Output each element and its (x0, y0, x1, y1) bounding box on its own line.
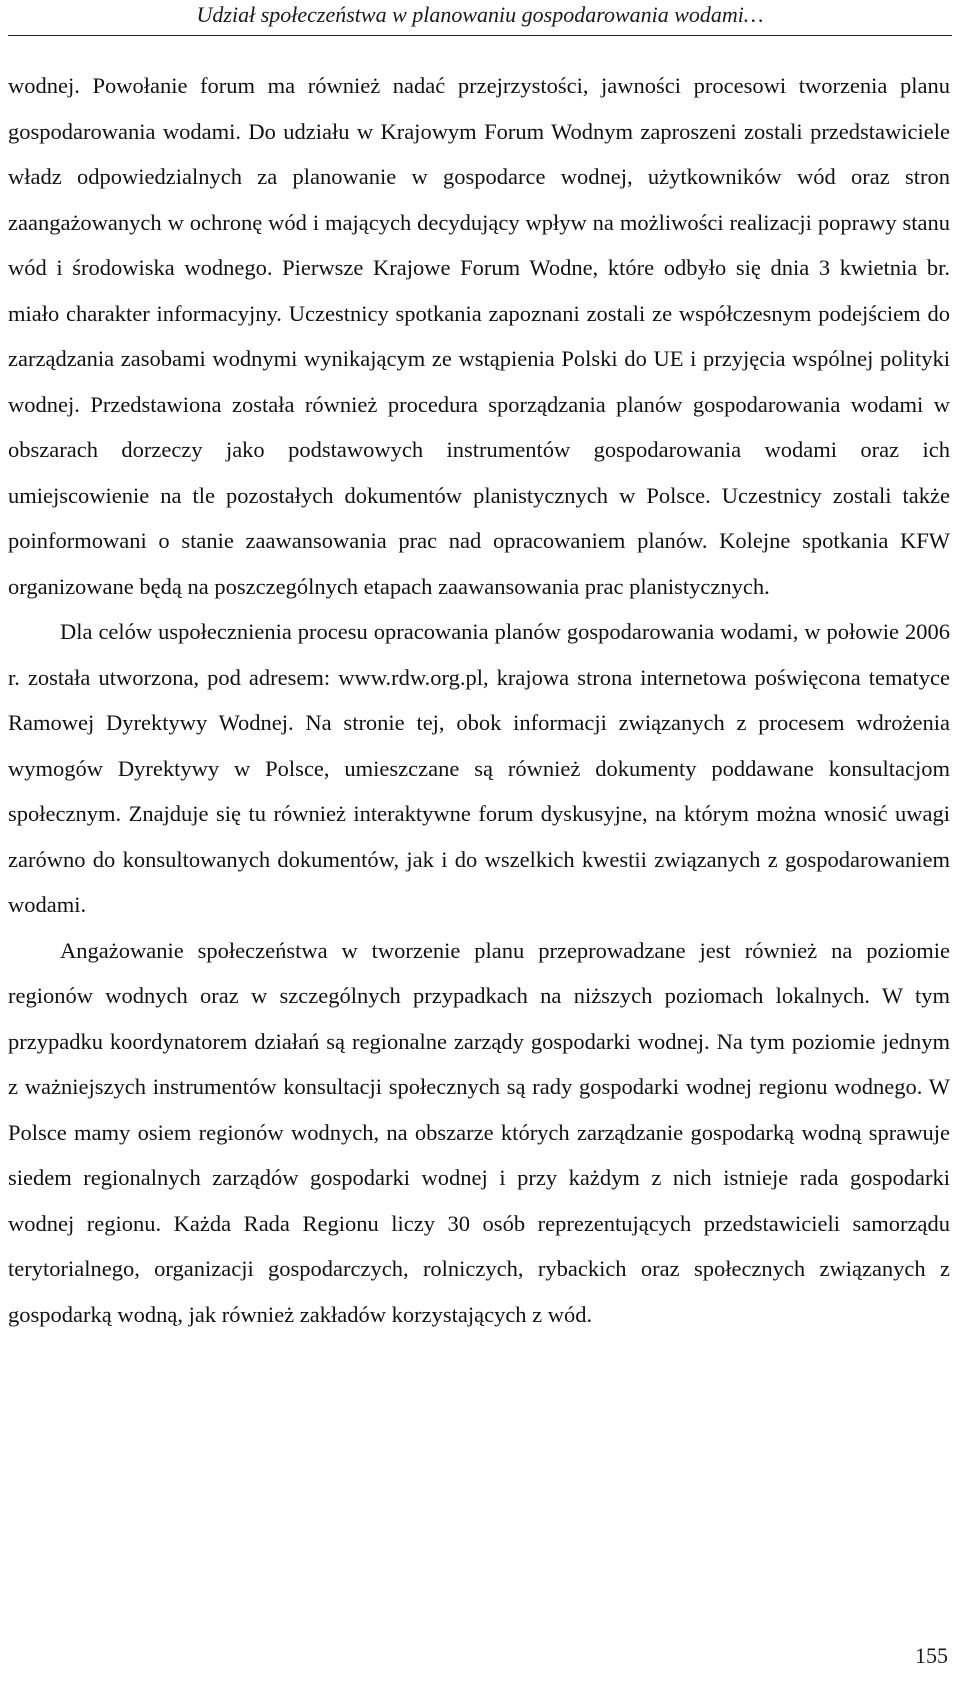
page-number: 155 (915, 1643, 948, 1668)
header-divider (8, 35, 952, 36)
paragraph-regional: Angażowanie społeczeństwa w tworzenie planu przeprowadzane jest również na poziomie regionów wodnych oraz w szczególnych przypadkach na niższych poziomach lokalnych. W tym przypadku koordynatorem działań są regionalne zarządy gospodarki wodnej. Na tym poziomie jednym z ważniejszych instrumentów konsultacji społecznych są rady gospodarki wodnej regionu wodnego. W Polsce mamy osiem regionów wodnych, na obszarze których zarządzanie gospodarką wodną sprawuje siedem regionalnych zarządów gospodarki wodnej i przy każdym z nich istnieje rada gospodarki wodnej regionu. Każda Rada Regionu liczy 30 osób reprezentujących przedstawicieli samorządu terytorialnego, organizacji gospodarczych, rolniczych, rybackich oraz społecznych związanych z gospodarką wodną, jak również zakładów korzystających z wód. (8, 937, 950, 1327)
paragraph-website: Dla celów uspołecznienia procesu opracowania planów gospodarowania wodami, w połowie 2006 r. została utworzona, pod adresem: www.rdw.org.pl, krajowa strona internetowa poświęcona tematyce Ramowej Dyrektywy Wodnej. Na stronie tej, obok informacji związanych z procesem wdrożenia wymogów Dyrektywy w Polsce, umieszczane są również dokumenty poddawane konsultacjom społecznym. Znajduje się tu również interaktywne forum dyskusyjne, na którym można wnosić uwagi zarówno do konsultowanych dokumentów, jak i do wszelkich kwestii związanych z gospodarowaniem wodami. (8, 619, 950, 917)
paragraph-continued: wodnej. Powołanie forum ma również nadać przejrzystości, jawności procesowi tworzenia planu gospodarowania wodami. Do udziału w Krajowym Forum Wodnym zaproszeni zostali przedstawiciele władz odpowiedzialnych za planowanie w gospodarce wodnej, użytkowników wód oraz stron zaangażowanych w ochronę wód i mających decydujący wpływ na możliwości realizacji poprawy stanu wód i środowiska wodnego. Pierwsze Krajowe Forum Wodne, które odbyło się dnia 3 kwietnia br. miało charakter informacyjny. Uczestnicy spotkania zapoznani zostali ze współczesnym podejściem do zarządzania zasobami wodnymi wynikającym ze wstąpienia Polski do UE i przyjęcia wspólnej polityki wodnej. Przedstawiona została również procedura sporządzania planów gospodarowania wodami w obszarach dorzeczy jako podstawowych instrumentów gospodarowania wodami oraz ich umiejscowienie na tle pozostałych dokumentów planistycznych w Polsce. Uczestnicy zostali także poinformowani o stanie zaawansowania prac nad opracowaniem planów. Kolejne spotkania KFW organizowane będą na poszczególnych etapach zaawansowania prac planistycznych. (8, 73, 950, 599)
running-header: Udział społeczeństwa w planowaniu gospodarowania wodami… (196, 2, 764, 27)
body-text (8, 63, 950, 1337)
